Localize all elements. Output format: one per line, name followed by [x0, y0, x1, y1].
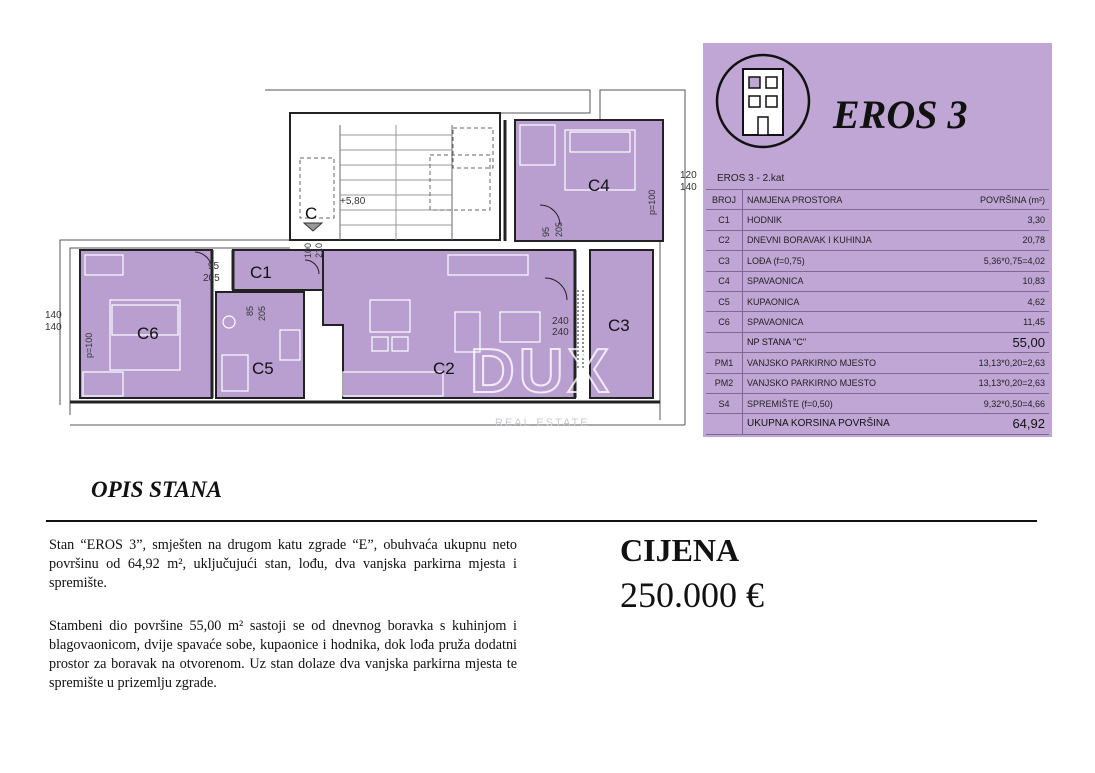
- brand-title: EROS 3: [833, 92, 968, 137]
- row-code: C2: [706, 230, 743, 250]
- row-name: HODNIK: [743, 210, 949, 230]
- building-logo-icon: [713, 51, 813, 151]
- dim-c4-door-h: 205: [554, 221, 564, 237]
- dim-c5-door-w: 85: [245, 305, 255, 316]
- row-code: C4: [706, 271, 743, 291]
- row-name: SPAVAONICA: [743, 312, 949, 332]
- dim-c4-door-w: 95: [541, 226, 551, 237]
- row-area: 4,62: [948, 291, 1049, 311]
- room-label-c2: C2: [433, 359, 455, 378]
- row-area: 9,32*0,50=4,66: [948, 393, 1049, 413]
- room-label-c5: C5: [252, 359, 274, 378]
- dim-left-window-h: 140: [45, 322, 62, 333]
- divider: [46, 520, 1037, 522]
- row-name: KUPAONICA: [743, 291, 949, 311]
- sill-c6: p=100: [84, 332, 94, 358]
- dim-c3-door-w: 240: [552, 316, 569, 327]
- table-row: [706, 393, 1049, 413]
- description-title: OPIS STANA: [91, 477, 223, 502]
- subtotal-name: NP STANA "C": [743, 332, 949, 352]
- entrance-label: C: [305, 204, 318, 223]
- table-row: [706, 251, 1049, 271]
- room-label-c4: C4: [588, 176, 610, 195]
- row-code: PM2: [706, 373, 743, 393]
- row-area: 13,13*0,20=2,63: [948, 353, 1049, 373]
- table-row: [706, 291, 1049, 311]
- room-label-c3: C3: [608, 316, 630, 335]
- table-row: [706, 353, 1049, 373]
- row-area: 20,78: [948, 230, 1049, 250]
- row-area: 10,83: [948, 271, 1049, 291]
- row-name: VANJSKO PARKIRNO MJESTO: [743, 373, 949, 393]
- row-name: DNEVNI BORAVAK I KUHINJA: [743, 230, 949, 250]
- room-label-c6: C6: [137, 324, 159, 343]
- watermark-subtitle: REAL ESTATE: [495, 417, 590, 429]
- room-label-c1: C1: [250, 263, 272, 282]
- total-name: UKUPNA KORSINA POVRŠINA: [743, 414, 949, 434]
- row-name: SPAVAONICA: [743, 271, 949, 291]
- total-row: [706, 414, 1049, 434]
- dim-c1-door-w: 100: [303, 242, 313, 258]
- dim-c1-door-h: 210: [314, 242, 324, 258]
- row-area: 13,13*0,20=2,63: [948, 373, 1049, 393]
- area-panel: [703, 43, 1052, 437]
- header-code: BROJ: [706, 190, 743, 210]
- floor-plan: [0, 0, 700, 440]
- table-row: [706, 312, 1049, 332]
- row-area: 5,36*0,75=4,02: [948, 251, 1049, 271]
- watermark-logo: DUX: [470, 337, 613, 406]
- table-header-row: [706, 190, 1049, 210]
- row-area: 3,30: [948, 210, 1049, 230]
- row-code: C3: [706, 251, 743, 271]
- table-row: [706, 230, 1049, 250]
- dim-c6-door-h: 205: [203, 273, 220, 284]
- floor-title: EROS 3 - 2.kat: [717, 173, 785, 184]
- subtotal-row: [706, 332, 1049, 352]
- dim-right-window-w: 120: [680, 170, 697, 181]
- dim-c3-door-h: 240: [552, 327, 569, 338]
- table-row: [706, 210, 1049, 230]
- header-name: NAMJENA PROSTORA: [743, 190, 949, 210]
- row-area: 11,45: [948, 312, 1049, 332]
- description-paragraph-2: Stambeni dio površine 55,00 m² sastoji se od dnevnog boravka s kuhinjom i blagovaonicom, dvije spavaće sobe, kupaonice i hodnika, dok lođa pruža dodatni prostor za boravak na otvorenom. Uz stan dolaze dva vanjska parkirna mjesta te spremište u prizemlju zgrade.: [49, 618, 517, 691]
- row-code: PM1: [706, 353, 743, 373]
- price-label: CIJENA: [620, 532, 740, 568]
- row-code: C5: [706, 291, 743, 311]
- row-code: C1: [706, 210, 743, 230]
- row-name: LOĐA (f=0,75): [743, 251, 949, 271]
- sill-c4: p=100: [647, 189, 657, 215]
- row-code: S4: [706, 393, 743, 413]
- row-code: C6: [706, 312, 743, 332]
- area-table: [706, 189, 1049, 435]
- dim-right-window-h: 140: [680, 182, 697, 193]
- table-row: [706, 271, 1049, 291]
- subtotal-area: 55,00: [948, 332, 1049, 352]
- description-paragraph-1: Stan “EROS 3”, smješten na drugom katu zgrade “E”, obuhvaća ukupnu neto površinu od 64,92 m², uključujući stan, lođu, dva vanjska parkirna mjesta i spremište.: [49, 537, 517, 591]
- total-area: 64,92: [948, 414, 1049, 434]
- price-value: 250.000 €: [620, 575, 764, 615]
- row-name: VANJSKO PARKIRNO MJESTO: [743, 353, 949, 373]
- dim-c5-door-h: 205: [257, 305, 267, 321]
- row-name: SPREMIŠTE (f=0,50): [743, 393, 949, 413]
- dim-left-window-w: 140: [45, 310, 62, 321]
- table-row: [706, 373, 1049, 393]
- level-mark: +5,80: [340, 196, 366, 207]
- dim-c6-door-w: 95: [208, 261, 220, 272]
- header-area: POVRŠINA (m²): [948, 190, 1049, 210]
